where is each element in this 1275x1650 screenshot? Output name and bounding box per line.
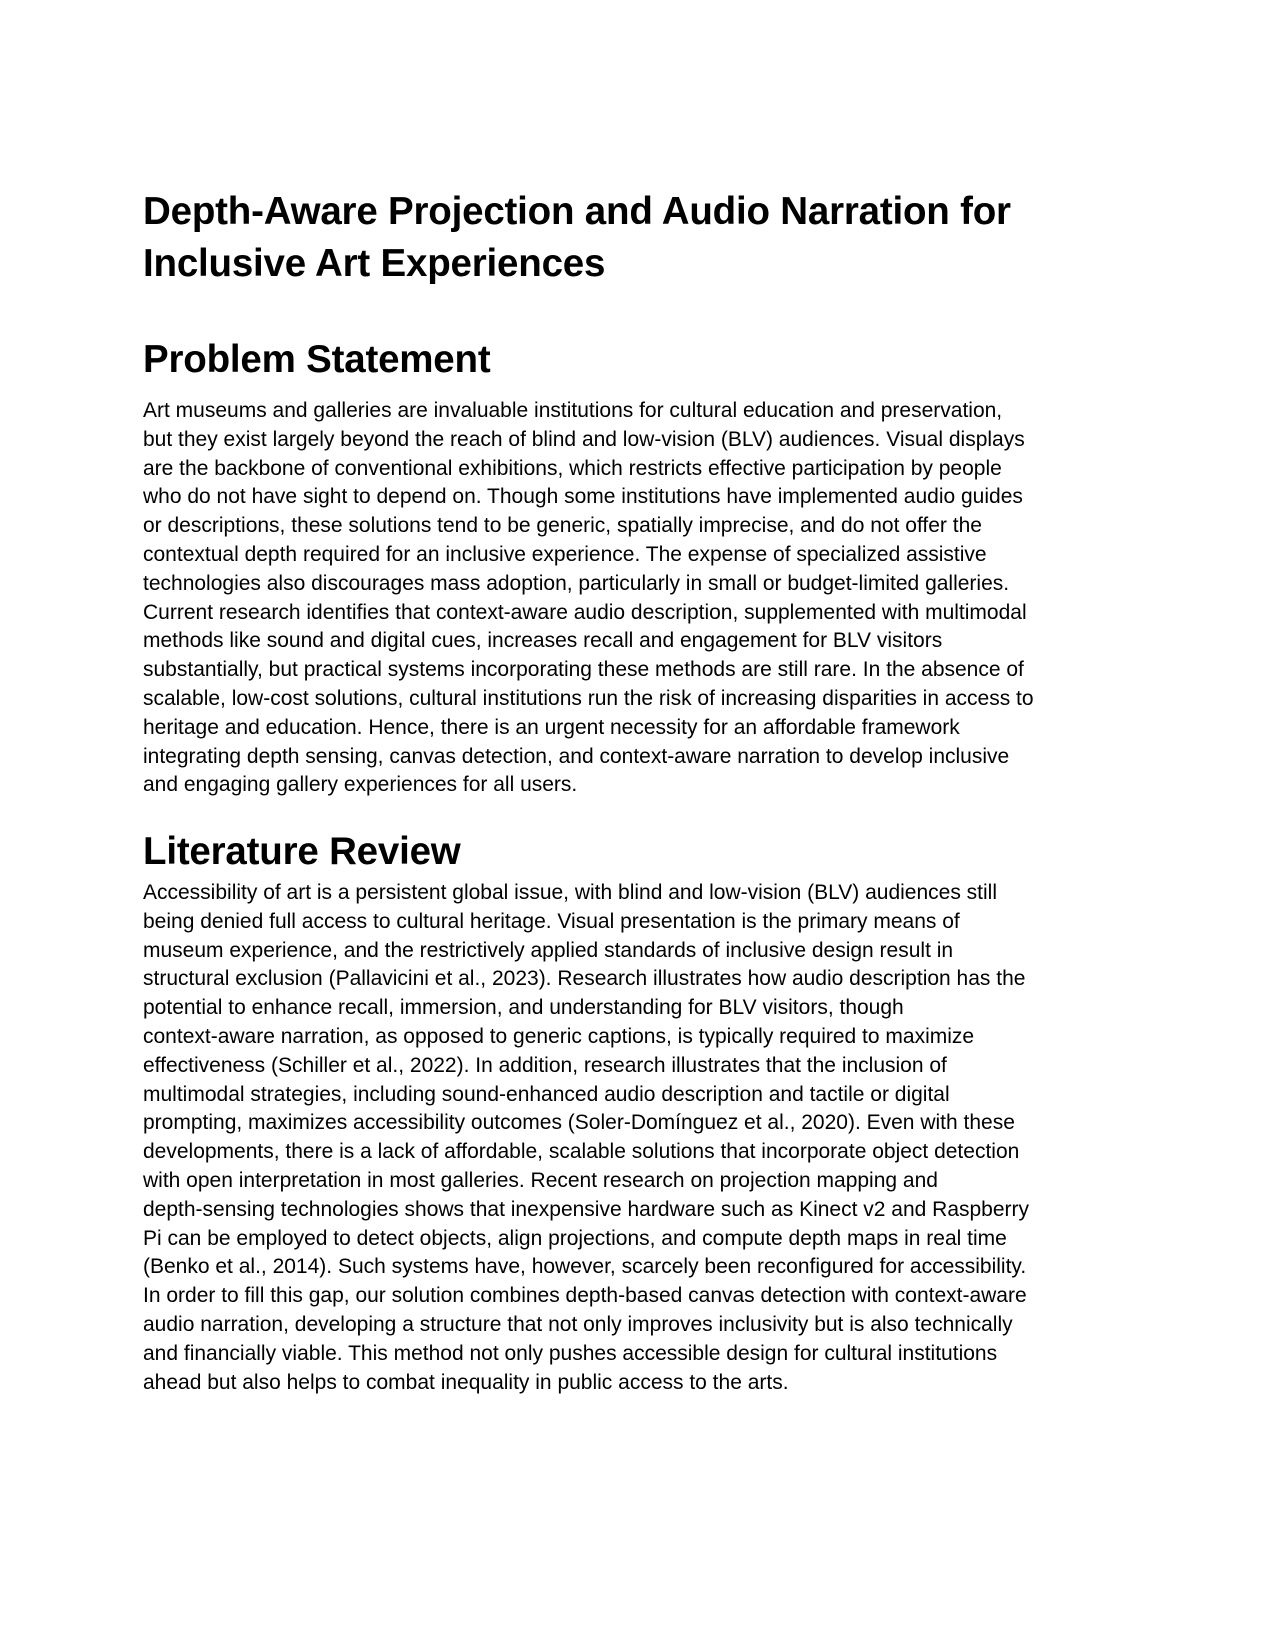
title-line: Inclusive Art Experiences bbox=[143, 242, 606, 285]
text-line: audio narration, developing a structure that not only improves inclusivity but is also technically bbox=[143, 1312, 1013, 1336]
literature-review-paragraph bbox=[143, 879, 1029, 1397]
text-line: contextual depth required for an inclusive experience. The expense of specialized assistive bbox=[143, 542, 987, 566]
text-line: Art museums and galleries are invaluable institutions for cultural education and preservation, bbox=[143, 399, 1003, 422]
text-line: Pi can be employed to detect objects, align projections, and compute depth maps in real time bbox=[143, 1226, 1007, 1250]
text-line: but they exist largely beyond the reach of blind and low-vision (BLV) audiences. Visual displays bbox=[143, 427, 1025, 451]
text-line: effectiveness (Schiller et al., 2022). In addition, research illustrates that the inclusion of bbox=[143, 1053, 947, 1077]
text-line: are the backbone of conventional exhibitions, which restricts effective participation by people bbox=[143, 456, 1002, 480]
text-line: Current research identifies that context-aware audio description, supplemented with multimodal bbox=[143, 600, 1027, 624]
section-heading-literature-review: Literature Review bbox=[143, 830, 461, 873]
text-line: context-aware narration, as opposed to generic captions, is typically required to maximize bbox=[143, 1024, 975, 1048]
title-line: Depth-Aware Projection and Audio Narration for bbox=[143, 190, 1011, 233]
text-line: scalable, low-cost solutions, cultural institutions run the risk of increasing disparities in access to bbox=[143, 686, 1034, 710]
section-heading-problem-statement: Problem Statement bbox=[143, 338, 491, 381]
text-line: and engaging gallery experiences for all users. bbox=[143, 773, 578, 797]
text-line: Accessibility of art is a persistent global issue, with blind and low-vision (BLV) audiences still bbox=[143, 881, 997, 904]
text-line: who do not have sight to depend on. Though some institutions have implemented audio guides bbox=[143, 485, 1023, 509]
text-line: museum experience, and the restrictively applied standards of inclusive design result in bbox=[143, 938, 954, 962]
text-line: developments, there is a lack of affordable, scalable solutions that incorporate object detection bbox=[143, 1140, 1020, 1164]
text-line: being denied full access to cultural heritage. Visual presentation is the primary means of bbox=[143, 909, 960, 933]
text-line: multimodal strategies, including sound-enhanced audio description and tactile or digital bbox=[143, 1082, 950, 1106]
text-line: ahead but also helps to combat inequality in public access to the arts. bbox=[143, 1370, 789, 1394]
document-title bbox=[143, 186, 1011, 290]
text-line: structural exclusion (Pallavicini et al., 2023). Research illustrates how audio description has the bbox=[143, 967, 1026, 991]
text-line: and financially viable. This method not only pushes accessible design for cultural institutions bbox=[143, 1341, 998, 1365]
problem-statement-paragraph bbox=[143, 397, 1034, 800]
text-line: depth-sensing technologies shows that inexpensive hardware such as Kinect v2 and Raspberry bbox=[143, 1197, 1030, 1221]
text-line: potential to enhance recall, immersion, and understanding for BLV visitors, though bbox=[143, 996, 904, 1020]
text-line: or descriptions, these solutions tend to be generic, spatially imprecise, and do not offer the bbox=[143, 514, 982, 538]
text-line: substantially, but practical systems incorporating these methods are still rare. In the absence of bbox=[143, 658, 1024, 682]
text-line: heritage and education. Hence, there is an urgent necessity for an affordable framework bbox=[143, 715, 960, 739]
text-line: (Benko et al., 2014). Such systems have, however, scarcely been reconfigured for accessibility. bbox=[143, 1255, 1027, 1279]
text-line: prompting, maximizes accessibility outcomes (Soler-Domínguez et al., 2020). Even with these bbox=[143, 1111, 1015, 1135]
text-line: methods like sound and digital cues, increases recall and engagement for BLV visitors bbox=[143, 629, 943, 653]
text-line: In order to fill this gap, our solution combines depth-based canvas detection with context-aware bbox=[143, 1284, 1027, 1308]
text-line: integrating depth sensing, canvas detection, and context-aware narration to develop inclusive bbox=[143, 744, 1010, 768]
text-line: with open interpretation in most galleries. Recent research on projection mapping and bbox=[143, 1168, 938, 1192]
text-line: technologies also discourages mass adoption, particularly in small or budget-limited galleries. bbox=[143, 571, 1010, 595]
